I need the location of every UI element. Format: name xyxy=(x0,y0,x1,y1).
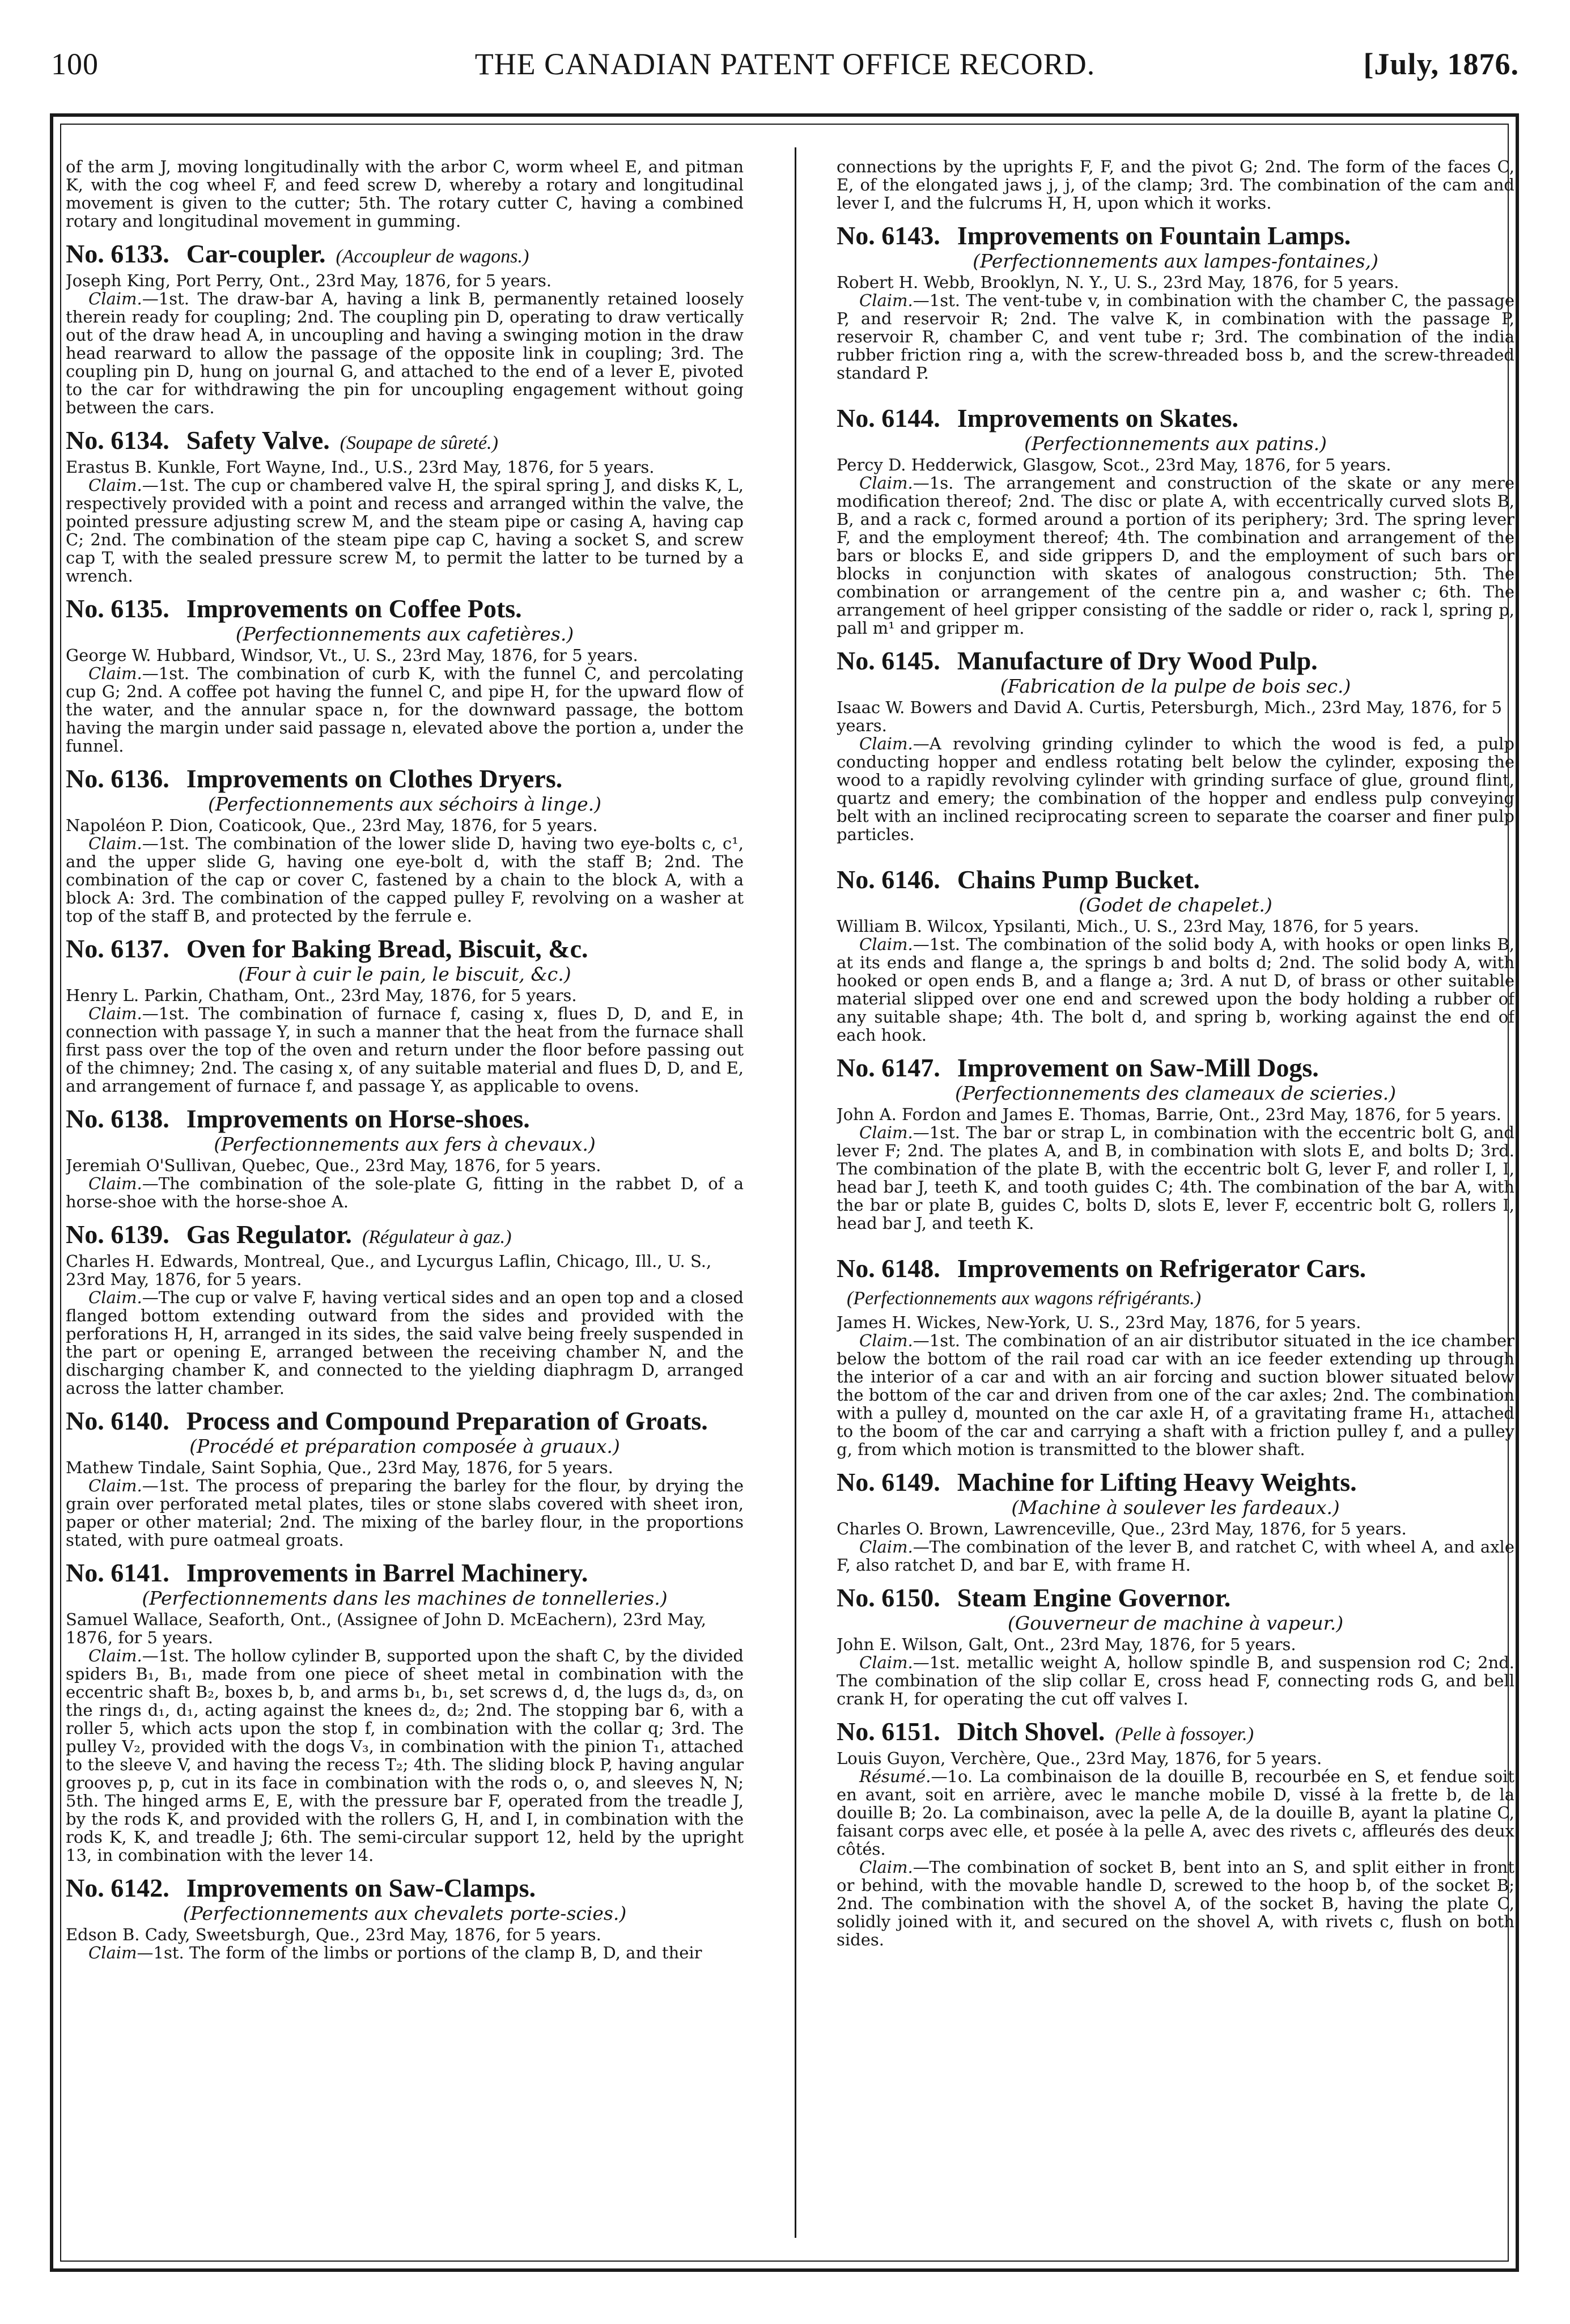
entry-heading xyxy=(66,240,744,270)
patent-title: Car-coupler. xyxy=(186,239,326,268)
claim-label: Claim. xyxy=(88,1288,142,1307)
patent-title: Gas Regulator. xyxy=(186,1220,352,1249)
applicant-line: Samuel Wallace, Seaforth, Ont., (Assignee of John D. McEachern), 23rd May, 1876, for 5 years. xyxy=(66,1610,706,1647)
applicant-line: Joseph King, Port Perry, Ont., 23rd May, 1876, for 5 years. xyxy=(66,271,552,290)
patent-title: Steam Engine Governor. xyxy=(957,1583,1231,1612)
claim-body: —1st. The form of the limbs or portions of the clamp B, D, and their xyxy=(137,1943,702,1962)
patent-number: No. 6144. xyxy=(837,404,940,432)
claim-text xyxy=(837,1123,1514,1232)
patent-entry-6145 xyxy=(837,647,1514,843)
applicant-line: Henry L. Parkin, Chatham, Ont., 23rd May, 1876, for 5 years. xyxy=(66,986,577,1005)
patent-number: No. 6138. xyxy=(66,1104,169,1133)
patent-number: No. 6139. xyxy=(66,1220,169,1249)
patent-title: Improvements in Barrel Machinery. xyxy=(186,1558,588,1587)
entry-heading xyxy=(66,935,744,962)
entry-heading xyxy=(66,1105,744,1133)
patent-number: No. 6141. xyxy=(66,1558,169,1587)
claim-label: Claim. xyxy=(859,1653,913,1672)
claim-label: Claim xyxy=(88,1943,137,1962)
entry-heading xyxy=(837,405,1514,432)
french-title: (Perfectionnements aux lampes-fontaines,) xyxy=(973,250,1378,272)
journal-title: THE CANADIAN PATENT OFFICE RECORD. xyxy=(474,47,1096,81)
claim-text xyxy=(66,476,744,585)
french-title: (Perfectionnements aux patins.) xyxy=(1024,432,1327,455)
applicant-line: William B. Wilcox, Ypsilanti, Mich., U. S., 23rd May, 1876, for 5 years. xyxy=(837,917,1419,936)
patent-number: No. 6136. xyxy=(66,764,169,793)
patent-entry-6147 xyxy=(837,1054,1514,1232)
claim-body: —1st. The hollow cylinder B, supported upon the shaft C, by the divided spiders B₁, B₁, made from one piece of sheet metal in combination with the eccentric shaft B₂, boxes b, b, and arms b₁, b₁, set screws d, d, the lugs d₃, d₃, on the rings d₁, d₁, acting against the knees d₂, d₂; 2nd. The stopping bar 6, with a roller 5, which acts upon the stop f, in combination with the collar q; 3rd. The pulley V₂, provided with the dogs V₃, in combination with the pinion T₁, attached to the sleeve V, and having the recess T₂; 4th. The sliding block P, having angular grooves p, p, cut in its face in combination with the rods o, o, and sleeves N, N; 5th. The hinged arms E, E, with the pressure bar F, operated from the treadle J, by the rods K, and provided with the rollers G, H, and I, in combination with the rods K, K, and treadle J; 6th. The semi-circular support 12, held by the upright 13, in combination with the lever 14. xyxy=(66,1646,744,1865)
claim-body: —1st. The bar or strap L, in combination with the eccentric bolt G, and lever F; 2nd. The plates A, and B, in combination with slots E, and bolts D; 3rd. The combination of the plate B, with the eccentric bolt G, lever F, and roller I, I, head bar J, teeth K, and tooth guides C; 4th. The combination of the bar A, with the bar or plate B, guides C, bolts D, slots E, lever F, eccentric bolt G, rollers I, head bar J, and teeth K. xyxy=(837,1123,1514,1233)
claim-text xyxy=(66,1288,744,1397)
entry-heading xyxy=(837,1718,1514,1748)
french-title: (Godet de chapelet.) xyxy=(1079,894,1272,916)
applicant-line: Napoléon P. Dion, Coaticook, Que., 23rd May, 1876, for 5 years. xyxy=(66,816,598,835)
claim-body: —1st. The combination of the solid body A, with hooks or open links B, at its ends and flange a, the springs b and bolts d; 2nd. The solid body A, with hooked or open ends B, and a flange a; 3rd. A nut D, of brass or other suitable material slipped over one end and screwed upon the body holding a rubber of any suitable shape; 4th. The bolt d, and spring b, working against the end of each hook. xyxy=(837,935,1514,1045)
claim-label: Claim. xyxy=(859,1857,913,1877)
french-title: (Perfectionnements dans les machines de tonnelleries.) xyxy=(142,1587,668,1609)
claim-text xyxy=(66,1174,744,1211)
patent-entry-6136 xyxy=(66,765,744,925)
applicant-line: Charles H. Edwards, Montreal, Que., and Lycurgus Laflin, Chicago, Ill., U. S., 23rd May, 1876, for 5 years. xyxy=(66,1252,712,1289)
patent-entry-6134 xyxy=(66,427,744,585)
patent-number: No. 6148. xyxy=(837,1254,940,1283)
claim-text xyxy=(66,1477,744,1549)
page-number: 100 xyxy=(51,47,99,81)
french-title: (Accoupleur de wagons.) xyxy=(336,246,529,267)
patent-entry-6144 xyxy=(837,405,1514,637)
patent-number: No. 6149. xyxy=(837,1468,940,1496)
french-title: (Machine à soulever les fardeaux.) xyxy=(1011,1496,1340,1519)
patent-entry-6142 xyxy=(66,1875,744,1962)
column-divider xyxy=(795,147,796,2238)
claim-text xyxy=(837,1538,1514,1574)
patent-entry-6137 xyxy=(66,935,744,1095)
running-head xyxy=(51,46,1519,103)
continuation-text: connections by the uprights F, F, and the pivot G; 2nd. The form of the faces C, E, of the elongated jaws j, j, of the clamp; 3rd. The combination of the cam and lever I, and the fulcrums H, H, upon which it works. xyxy=(837,158,1514,213)
applicant-line: Jeremiah O'Sullivan, Quebec, Que., 23rd May, 1876, for 5 years. xyxy=(66,1156,601,1175)
claim-text xyxy=(837,735,1514,843)
claim-text xyxy=(837,1653,1514,1708)
claim-label: Claim. xyxy=(859,291,913,310)
claim-body: —1st. The draw-bar A, having a link B, permanently retained loosely therein ready for coupling; 2nd. The coupling pin D, operating to draw vertically out of the draw head A, in uncoupling and having a swinging motion in the draw head rearward to allow the passage of the opposite link in coupling; 3rd. The coupling pin D, hung on journal G, and attached to the end of a lever E, pivoted to the car for withdrawing the pin for uncoupling engagement without going between the cars. xyxy=(66,289,744,417)
claim-body: —1st. The process of preparing the barley for the flour, by drying the grain over perforated metal plates, tiles or stone slabs covered with sheet iron, paper or other material; 2nd. The mixing of the barley flour, in the proportions stated, with pure oatmeal groats. xyxy=(66,1476,744,1550)
patent-title: Improvements on Horse-shoes. xyxy=(186,1104,530,1133)
patent-title: Improvement on Saw-Mill Dogs. xyxy=(957,1053,1319,1082)
patent-entry-6146 xyxy=(837,866,1514,1044)
claim-body: —The combination of socket B, bent into an S, and split either in front or behind, with the movable handle D, screwed to the hoop b, of the socket B; 2nd. The combination with the shovel A, of the socket B, having the plate C, solidly joined with it, and secured on the shovel A, with rivets c, flush on both sides. xyxy=(837,1857,1514,1949)
patent-entry-6135 xyxy=(66,595,744,755)
patent-entry-6140 xyxy=(66,1407,744,1549)
patent-title: Machine for Lifting Heavy Weights. xyxy=(957,1468,1357,1496)
claim-label: Claim. xyxy=(88,664,142,683)
applicant-line: John E. Wilson, Galt, Ont., 23rd May, 1876, for 5 years. xyxy=(837,1635,1296,1654)
right-column xyxy=(837,158,1514,2249)
patent-title: Safety Valve. xyxy=(186,426,330,455)
claim-text xyxy=(66,834,744,925)
claim-label: Claim. xyxy=(859,935,913,954)
page-frame-inner xyxy=(60,124,1514,2262)
french-title: (Perfectionnements aux wagons réfrigérants.) xyxy=(847,1288,1202,1309)
patent-title: Improvements on Clothes Dryers. xyxy=(186,764,563,793)
patent-number: No. 6135. xyxy=(66,594,169,623)
claim-body: —1st. The combination of curb K, with the funnel C, and percolating cup G; 2nd. A coffee pot having the funnel C, and pipe H, for the upward flow of the water, and the annular space n, for the downward passage, the bottom having the margin under said passage n, elevated above the portion a, under the funnel. xyxy=(66,664,744,756)
patent-number: No. 6133. xyxy=(66,239,169,268)
claim-body: —1st. The vent-tube v, in combination with the chamber C, the passage P, and reservoir R; 2nd. The valve K, in combination with the passage P, reservoir R, chamber C, and vent tube r; 3rd. The combination of the india rubber friction ring a, with the screw-threaded boss b, and the screw-threaded standard P. xyxy=(837,291,1514,383)
claim-label: Claim. xyxy=(88,1646,142,1665)
applicant-line: Erastus B. Kunkle, Fort Wayne, Ind., U.S., 23rd May, 1876, for 5 years. xyxy=(66,457,655,477)
claim-label: Claim. xyxy=(88,289,142,308)
patent-number: No. 6140. xyxy=(66,1406,169,1435)
patent-entry-6148 xyxy=(837,1255,1514,1458)
entry-heading xyxy=(837,1584,1514,1611)
claim-text xyxy=(66,1004,744,1095)
patent-title: Improvements on Skates. xyxy=(957,404,1238,432)
entry-heading xyxy=(837,222,1514,249)
french-title: (Perfectionnements aux fers à chevaux.) xyxy=(214,1133,596,1155)
french-title: (Pelle à fossoyer.) xyxy=(1115,1724,1254,1745)
french-title: (Procédé et préparation composée à gruaux.) xyxy=(189,1435,620,1457)
applicant-line: Percy D. Hedderwick, Glasgow, Scot., 23rd May, 1876, for 5 years. xyxy=(837,455,1391,474)
french-title: (Four à cuir le pain, le biscuit, &c.) xyxy=(238,963,571,985)
left-column xyxy=(66,158,744,2249)
applicant-line: Louis Guyon, Verchère, Que., 23rd May, 1876, for 5 years. xyxy=(837,1749,1322,1768)
entry-heading xyxy=(66,1407,744,1435)
entry-heading xyxy=(66,1559,744,1587)
applicant-line: George W. Hubbard, Windsor, Vt., U. S., 23rd May, 1876, for 5 years. xyxy=(66,646,638,665)
entry-heading xyxy=(66,765,744,792)
claim-label: Claim. xyxy=(88,834,142,853)
patent-title: Improvements on Fountain Lamps. xyxy=(957,221,1351,250)
applicant-line: John A. Fordon and James E. Thomas, Barrie, Ont., 23rd May, 1876, for 5 years. xyxy=(837,1105,1501,1124)
claim-body: —1st. The combination of the lower slide D, having two eye-bolts c, c¹, and the upper slide G, having one eye-bolt d, with the staff B; 2nd. The combination of the cap or cover C, fastened by a chain to the block A, with a block A: 3rd. The combination of the capped pulley F, revolving on a washer at top of the staff B, and protected by the ferrule e. xyxy=(66,834,744,926)
patent-title: Improvements on Coffee Pots. xyxy=(186,594,522,623)
entry-heading xyxy=(837,1469,1514,1496)
french-title: (Fabrication de la pulpe de bois sec.) xyxy=(1000,675,1351,697)
patent-title: Process and Compound Preparation of Groats. xyxy=(186,1406,708,1435)
claim-body: —1st. metallic weight A, hollow spindle B, and suspension rod C; 2nd. The combination of the slip collar E, cross head F, connecting rods G, and bell crank H, for operating the cut off valves I. xyxy=(837,1653,1514,1708)
issue-date: [July, 1876. xyxy=(1363,47,1519,81)
claim-label: Claim. xyxy=(88,1174,142,1193)
claim-text xyxy=(66,664,744,755)
patent-title: Manufacture of Dry Wood Pulp. xyxy=(957,646,1318,675)
patent-number: No. 6137. xyxy=(66,934,169,963)
continuation-text: of the arm J, moving longitudinally with the arbor C, worm wheel E, and pitman K, with the cog wheel F, and feed screw D, whereby a rotary and longitudinal movement is given to the cutter; 5th. The rotary cutter C, having a combined rotary and longitudinal movement in gumming. xyxy=(66,158,744,231)
patent-entry-6141 xyxy=(66,1559,744,1864)
patent-number: No. 6143. xyxy=(837,221,940,250)
french-title: (Perfectionnements aux séchoirs à linge.) xyxy=(208,793,601,815)
resume-text xyxy=(837,1767,1514,1858)
entry-heading xyxy=(837,647,1514,675)
claim-body: —1s. The arrangement and construction of the skate or any mere modification thereof; 2nd. The disc or plate A, with eccentrically curved slots B, B, and a rack c, formed around a portion of its periphery; 3rd. The spring lever F, and the employment thereof; 4th. The combination and arrangement of the bars or blocks E, and side grippers D, and the employment of such bars or blocks in conjunction with skates of analogous construction; 5th. The combination or arrangement of the centre pin a, and washer c; 6th. The arrangement of heel gripper consisting of the saddle or rider o, rack l, spring p, pall m¹ and gripper m. xyxy=(837,473,1514,638)
entry-heading xyxy=(837,1054,1514,1082)
patent-number: No. 6142. xyxy=(66,1873,169,1902)
claim-label: Claim. xyxy=(88,1004,142,1023)
claim-label: Claim. xyxy=(859,1123,913,1142)
claim-text xyxy=(837,1858,1514,1949)
patent-entry-6133 xyxy=(66,240,744,417)
claim-label: Claim. xyxy=(859,1537,913,1557)
french-title: (Perfectionnements aux cafetières.) xyxy=(235,623,574,645)
french-title: (Régulateur à gaz.) xyxy=(362,1227,512,1248)
french-title: (Perfectionnements des clameaux de scieries.) xyxy=(954,1082,1397,1104)
entry-heading xyxy=(837,1255,1514,1312)
patent-entry-6138 xyxy=(66,1105,744,1211)
patent-number: No. 6151. xyxy=(837,1717,940,1746)
claim-text xyxy=(66,1647,744,1864)
claim-body: —The combination of the lever B, and ratchet C, with wheel A, and axle F, also ratchet D, and bar E, with frame H. xyxy=(837,1537,1514,1575)
french-title: (Perfectionnements aux chevalets porte-scies.) xyxy=(183,1902,627,1924)
claim-body: —The cup or valve F, having vertical sides and an open top and a closed flanged bottom extending outward from the sides and provided with the perforations H, H, arranged in its sides, the said valve being freely suspended in the part or opening E, arranged between the receiving chamber N, and the discharging chamber K, and connected to the yielding diaphragm D, arranged across the latter chamber. xyxy=(66,1288,744,1398)
patent-number: No. 6146. xyxy=(837,865,940,894)
patent-entry-6151 xyxy=(837,1718,1514,1949)
claim-body: —The combination of the sole-plate G, fitting in the rabbet D, of a horse-shoe with the horse-shoe A. xyxy=(66,1174,744,1211)
entry-heading xyxy=(66,1221,744,1251)
page-frame xyxy=(50,113,1519,2272)
applicant-line: Robert H. Webb, Brooklyn, N. Y., U. S., 23rd May, 1876, for 5 years. xyxy=(837,273,1399,292)
claim-text xyxy=(66,1944,744,1962)
claim-text xyxy=(837,291,1514,382)
claim-label: Claim. xyxy=(859,473,913,493)
applicant-line: Charles O. Brown, Lawrenceville, Que., 23rd May, 1876, for 5 years. xyxy=(837,1519,1407,1538)
patent-number: No. 6150. xyxy=(837,1583,940,1612)
claim-label: Claim. xyxy=(88,1476,142,1495)
claim-body: —1st. The cup or chambered valve H, the spiral spring J, and disks K, L, respectively provided with a point and recess and arranged within the valve, the pointed pressure adjusting screw M, and the steam pipe or casing A, having cap C; 2nd. The combination of the steam pipe cap C, having a socket S, and screw cap T, with the sealed pressure screw M, to permit the latter to be turned by a wrench. xyxy=(66,476,744,586)
resume-label: Résumé. xyxy=(859,1767,931,1786)
entry-heading xyxy=(66,1875,744,1902)
entry-heading xyxy=(66,427,744,457)
patent-number: No. 6134. xyxy=(66,426,169,455)
patent-number: No. 6145. xyxy=(837,646,940,675)
applicant-line: James H. Wickes, New-York, U. S., 23rd May, 1876, for 5 years. xyxy=(837,1313,1361,1332)
claim-text xyxy=(837,1331,1514,1458)
claim-body: —1st. The combination of an air distributor situated in the ice chamber below the bottom of the rail road car with an ice feeder extending up through the interior of a car and with an air forcing and suction blower situated below the bottom of the car and driven from one of the car axles; 2nd. The combination with a pulley d, mounted on the car axle H, of a gravitating frame H₁, attached to the boom of the car and carrying a shaft with a friction pulley f, and a pulley g, from which motion is transmitted to the blower shaft. xyxy=(837,1331,1514,1459)
applicant-line: Isaac W. Bowers and David A. Curtis, Petersburgh, Mich., 23rd May, 1876, for 5 years. xyxy=(837,698,1503,735)
claim-text xyxy=(66,290,744,417)
claim-text xyxy=(837,474,1514,637)
patent-entry-6139 xyxy=(66,1221,744,1397)
claim-text xyxy=(837,935,1514,1044)
french-title: (Soupape de sûreté.) xyxy=(340,432,498,453)
patent-entry-6143 xyxy=(837,222,1514,382)
french-title: (Gouverneur de machine à vapeur.) xyxy=(1007,1612,1344,1634)
patent-entry-6149 xyxy=(837,1469,1514,1574)
patent-title: Chains Pump Bucket. xyxy=(957,865,1200,894)
claim-label: Claim. xyxy=(88,476,142,495)
entry-heading xyxy=(837,866,1514,893)
patent-title: Ditch Shovel. xyxy=(957,1717,1105,1746)
patent-title: Improvements on Refrigerator Cars. xyxy=(957,1254,1367,1283)
applicant-line: Mathew Tindale, Saint Sophia, Que., 23rd May, 1876, for 5 years. xyxy=(66,1458,613,1477)
claim-label: Claim. xyxy=(859,734,913,753)
patent-number: No. 6147. xyxy=(837,1053,940,1082)
patent-title: Oven for Baking Bread, Biscuit, &c. xyxy=(186,934,588,963)
claim-label: Claim. xyxy=(859,1331,913,1350)
patent-entry-6150 xyxy=(837,1584,1514,1708)
patent-title: Improvements on Saw-Clamps. xyxy=(186,1873,536,1902)
entry-heading xyxy=(66,595,744,622)
claim-body: —A revolving grinding cylinder to which the wood is fed, a pulp conducting hopper and endless rotating belt below the cylinder, exposing the wood to a rapidly revolving cylinder with grinding surface of glue, ground flint, quartz and emery; the combination of the hopper and endless pulp conveying belt with an inclined reciprocating screen to separate the coarser and finer pulp particles. xyxy=(837,734,1514,844)
applicant-line: Edson B. Cady, Sweetsburgh, Que., 23rd May, 1876, for 5 years. xyxy=(66,1925,601,1944)
claim-body: —1st. The combination of furnace f, casing x, flues D, D, and E, in connection with passage Y, in such a manner that the heat from the furnace shall first pass over the top of the oven and return under the floor before passing out of the chimney; 2nd. The casing x, of any suitable material and flues D, D, and E, and arrangement of furnace f, and passage Y, as applicable to ovens. xyxy=(66,1004,744,1096)
resume-body: —1o. La combinaison de la douille B, recourbée en S, et fendue soit en avant, soit en arrière, avec le manche mobile D, vissé à la frette b, de la douille B; 2o. La combinaison, avec la pelle A, de la douille B, ayant la platine C, faisant corps avec elle, et posée à la pelle A, avec des rivets c, affleurés des deux côtés. xyxy=(837,1767,1514,1859)
